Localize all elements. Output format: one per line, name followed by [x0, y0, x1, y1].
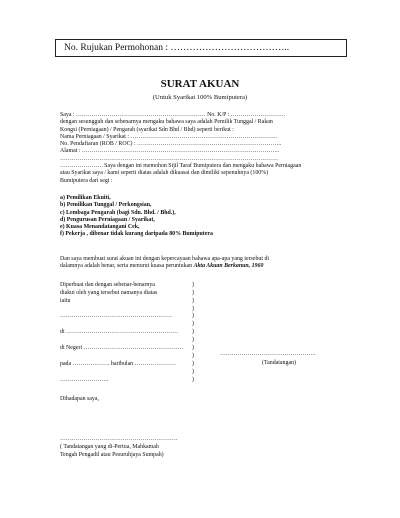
declare-line-2: diakui oleh yang tersebut namanya diatas: [60, 290, 158, 296]
bracket: ): [192, 369, 194, 375]
bracket: ): [192, 282, 194, 288]
signature-label: (Tandatangan): [262, 360, 296, 366]
statutory-paragraph: [60, 256, 365, 271]
bracket: ): [192, 313, 194, 319]
document-title: SURAT AKUAN: [160, 78, 240, 90]
declaration-paragraph: Saya : ………………………………………………………… No. K/P : ………………………. dengan sesungguh dan sebenarnya mengaku bahawa saya adalah Pemilik Tunggal / Rakan Kongsi (Perniagaan) / Pengarah (syarikat Sdn Bhd / Bhd) seperti berikut : Nama Perniagaan / Syarikat : ………………………………………………………………… No. Pendaftaran (ROB / ROC) : ……………………………………………………………….. Alamat : ……………………………………………………………………………………….. ………………………………………………………………………………………………… …………………. Saya dengan ini memohon Sijil Taraf Bumiputera dan mengaku bahawa Perniagaan atau Syarikat saya / kami seperti diatas adalah dikuasai dan dimiliki sepenuhnya (100%) Bumiputera dari segi :: [60, 112, 302, 184]
criteria-list: [60, 195, 365, 239]
commissioner-label-1: ( Tandatangan yang di-Pertua, Mahkamah: [60, 444, 159, 450]
commissioner-signature-line: ……………………………………………………: [60, 436, 178, 442]
bracket: ): [192, 353, 194, 359]
bracket: ): [192, 321, 194, 327]
bracket: ): [192, 345, 194, 351]
bracket: ): [192, 306, 194, 312]
declare-line-3: iaitu: [60, 298, 71, 304]
signature-line: ………………………………………….: [220, 351, 316, 357]
statutory-act-name: Akta Akuan Berkanun, 1960: [193, 263, 264, 270]
bracket: ): [192, 329, 194, 335]
criteria-item: b) Pemilikan Tunggal / Perkongsian,: [60, 202, 152, 209]
criteria-item: a) Pemilikan Ekuiti,: [60, 195, 111, 201]
bracket: ): [192, 298, 194, 304]
statutory-text: Dan saya membuat surat akuan ini dengan kepercayaan bahawa apa-apa yang tersebut di dalamnya adalah benar, serta menurut kuasa peruntukan: [60, 256, 270, 270]
bracket: ): [192, 377, 194, 383]
document-subtitle: (Untuk Syarikat 100% Bumiputera): [152, 94, 248, 101]
bracket: ): [192, 337, 194, 343]
name-fill-line: …………………………………………………: [60, 313, 172, 319]
date-fill-line: pada ………………. haribulan …………………: [60, 361, 176, 367]
bracket: ): [192, 290, 194, 296]
commissioner-label-2: Tengah Pengadil atau Pesuruhjaya Sumpah): [60, 452, 164, 458]
witness-intro: Dihadapan saya,: [60, 396, 99, 402]
place-fill-line: di …………………………………………………: [60, 329, 178, 335]
criteria-item: f) Pekerja , dibenar tidak kurang daripada 80% Bumiputera: [60, 231, 213, 238]
bracket: ): [192, 361, 194, 367]
criteria-item: e) Kuasa Menandatangani Cek,: [60, 224, 140, 231]
declare-line-1: Diperbuat dan dengan sebenar-benarnya: [60, 282, 155, 288]
reference-number-box: No. Rujukan Permohonan : ………………………………..: [55, 39, 347, 57]
criteria-item: c) Lembaga Pengarah (bagi Sdn. Bhd. / Bhd.),: [60, 209, 176, 216]
state-fill-line: di Negeri ……………………………………………: [60, 345, 184, 351]
year-fill-line: …………………….: [60, 377, 109, 383]
criteria-item: d) Pengurusan Perniagaan / Syarikat,: [60, 216, 155, 223]
